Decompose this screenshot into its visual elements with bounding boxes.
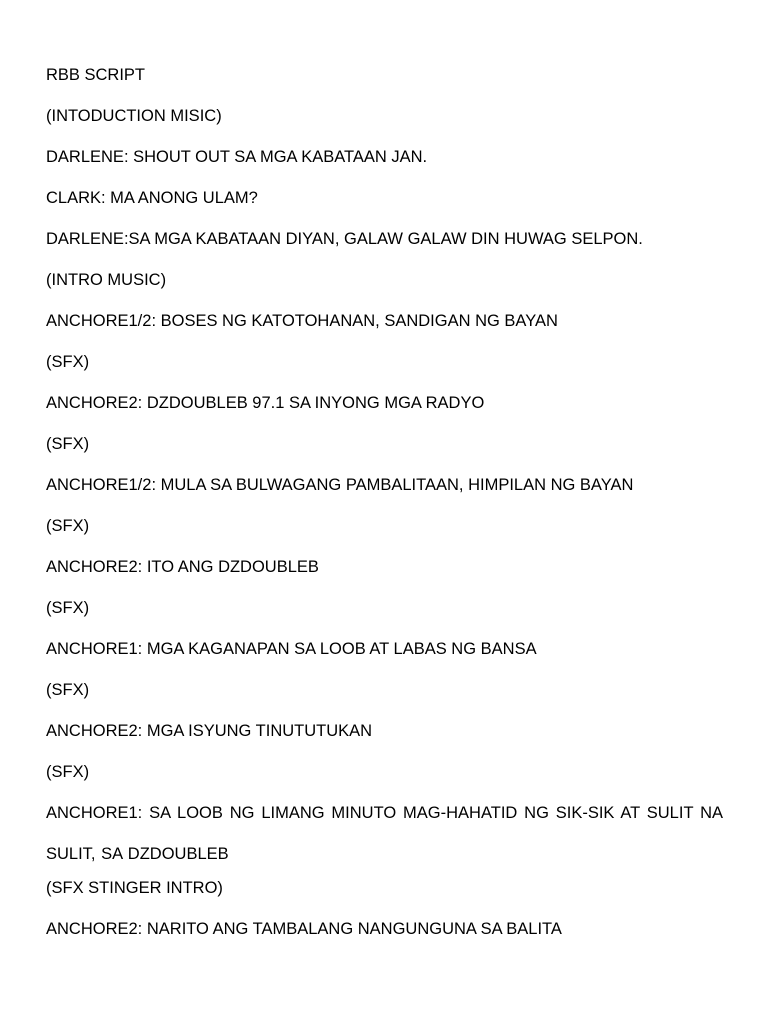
script-line: (SFX) [46, 435, 90, 453]
script-line-wrapped: ANCHORE1: SA LOOB NG LIMANG MINUTO MAG-HAHATID NG SIK-SIK AT SULIT NA SULIT, SA DZDOUBLEB [46, 804, 723, 863]
script-line: DARLENE: SHOUT OUT SA MGA KABATAAN JAN. [46, 148, 428, 166]
script-line: ANCHORE2: MGA ISYUNG TINUTUTUKAN [46, 722, 373, 740]
script-line: CLARK: MA ANONG ULAM? [46, 189, 258, 207]
script-line: (SFX) [46, 353, 90, 371]
script-title: RBB SCRIPT [46, 66, 146, 84]
script-body [46, 62, 723, 957]
script-line: (SFX) [46, 517, 90, 535]
script-line: (INTRO MUSIC) [46, 271, 167, 289]
script-line: ANCHORE1: MGA KAGANAPAN SA LOOB AT LABAS NG BANSA [46, 640, 537, 658]
script-line: ANCHORE2: ITO ANG DZDOUBLEB [46, 558, 319, 576]
script-line: (INTODUCTION MISIC) [46, 107, 222, 125]
script-line: DARLENE:SA MGA KABATAAN DIYAN, GALAW GALAW DIN HUWAG SELPON. [46, 230, 643, 248]
script-line: ANCHORE1/2: MULA SA BULWAGANG PAMBALITAAN, HIMPILAN NG BAYAN [46, 476, 634, 494]
script-line: (SFX) [46, 681, 90, 699]
script-line: (SFX) [46, 599, 90, 617]
script-line: ANCHORE2: DZDOUBLEB 97.1 SA INYONG MGA RADYO [46, 394, 485, 412]
script-line: (SFX STINGER INTRO) [46, 879, 223, 897]
script-line: ANCHORE2: NARITO ANG TAMBALANG NANGUNGUNA SA BALITA [46, 920, 562, 938]
script-line: (SFX) [46, 763, 90, 781]
script-line: ANCHORE1/2: BOSES NG KATOTOHANAN, SANDIGAN NG BAYAN [46, 312, 558, 330]
